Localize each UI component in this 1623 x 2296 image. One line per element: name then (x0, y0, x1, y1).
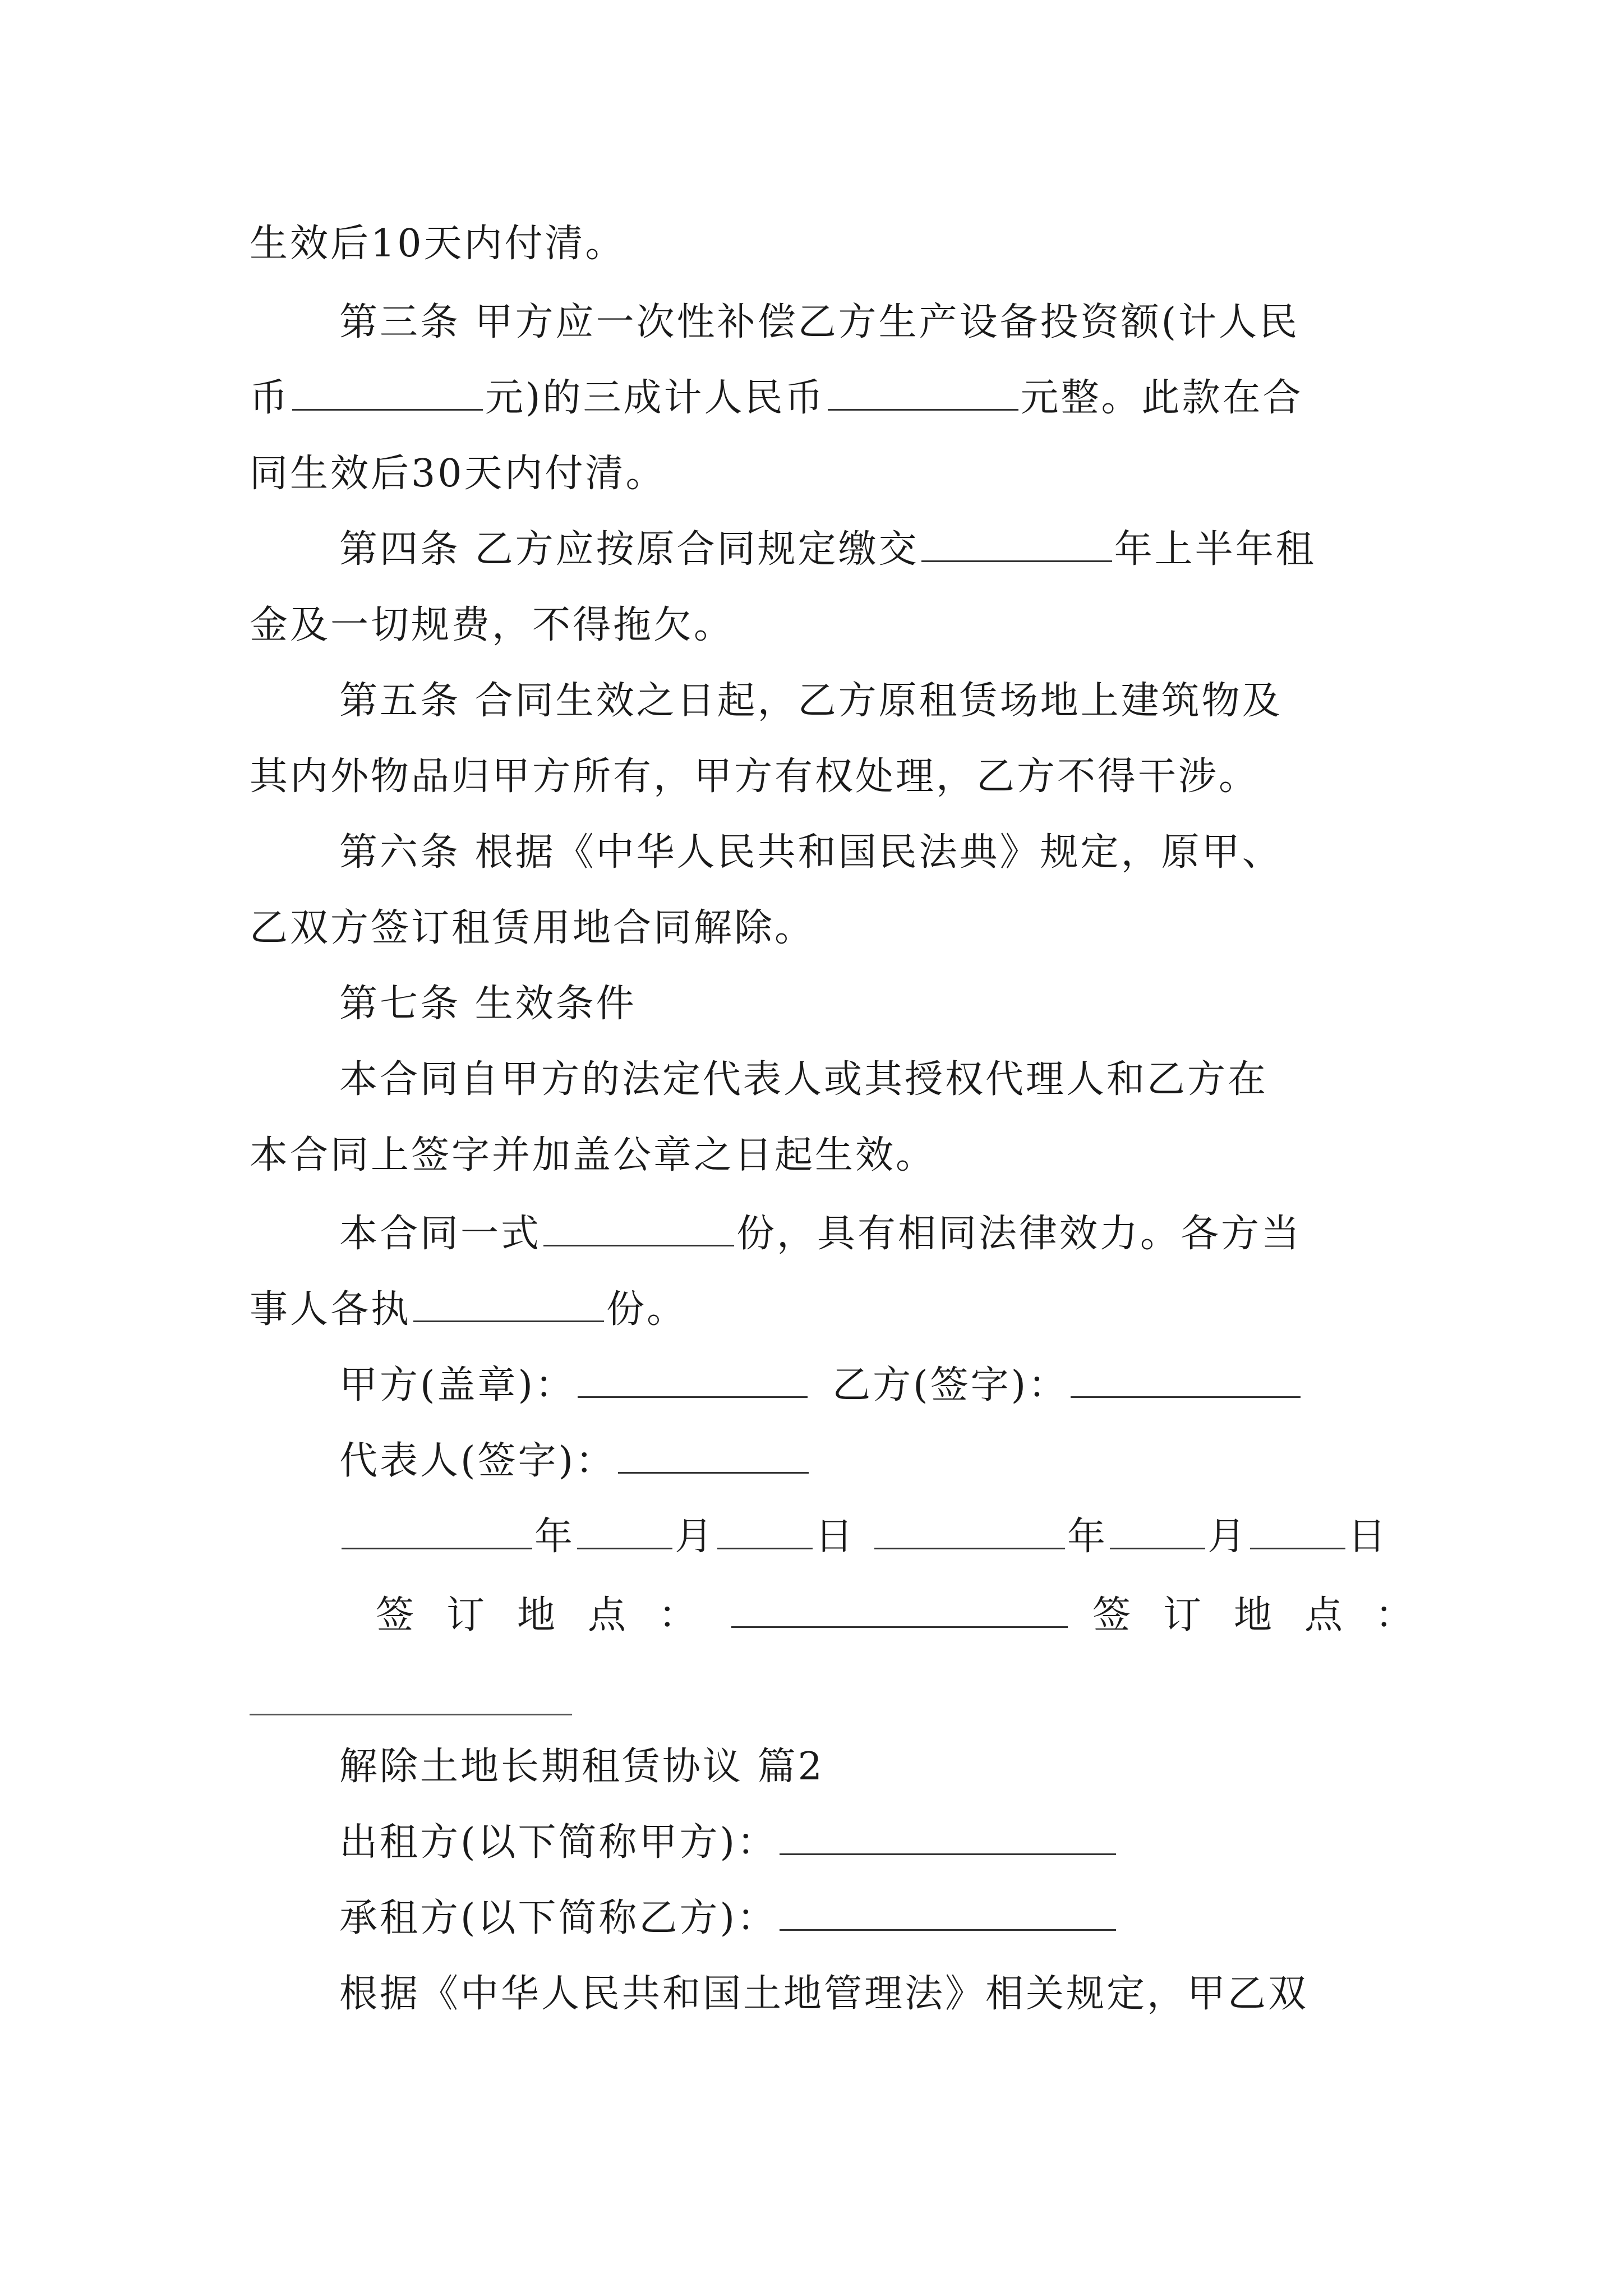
fill-blank[interactable] (413, 1286, 604, 1322)
day-label: 日 (1348, 1515, 1389, 1559)
month-label: 月 (1207, 1515, 1248, 1559)
signing-place-blank[interactable] (731, 1591, 1068, 1628)
line-text: 第六条 根据《中华人民共和国民法典》规定，原甲、 (339, 830, 1283, 875)
fill-blank[interactable] (543, 1210, 734, 1246)
line-text: 其内外物品归甲方所有，甲方有权处理，乙方不得干涉。 (250, 754, 1260, 799)
text-line (339, 1969, 1377, 2019)
party-b-sign-label: 乙方(签字)： (832, 1363, 1069, 1407)
line-text: 事人各执 (250, 1287, 412, 1332)
line-text: 第三条 甲方应一次性补偿乙方生产设备投资额(计人民 (339, 300, 1300, 344)
representative-blank[interactable] (618, 1437, 809, 1474)
signing-place-line (376, 1590, 1446, 1641)
party-a-seal-label: 甲方(盖章)： (339, 1363, 576, 1407)
month-label: 月 (675, 1515, 716, 1559)
text-line (250, 1285, 1377, 1335)
day-blank[interactable] (717, 1513, 813, 1549)
lessor-line (339, 1818, 1377, 1868)
signing-place-blank-continued[interactable] (250, 1714, 572, 1715)
clause-5 (339, 676, 1377, 726)
lessee-line (339, 1893, 1377, 1944)
text-line (250, 752, 1377, 802)
representative-line (339, 1436, 1377, 1487)
party-a-seal-blank[interactable] (578, 1361, 808, 1398)
text-line (250, 1130, 1377, 1181)
line-text: 第五条 合同生效之日起，乙方原租赁场地上建筑物及 (339, 679, 1283, 723)
line-text: 乙双方签订租赁用地合同解除。 (250, 906, 815, 950)
section-title: 解除土地长期租赁协议 篇2 (339, 1745, 824, 1789)
year-label: 年 (1067, 1515, 1108, 1559)
text-line (250, 903, 1377, 954)
year-blank[interactable] (342, 1513, 532, 1549)
clause-3 (339, 297, 1377, 348)
line-text: 份，具有相同法律效力。各方当 (736, 1212, 1302, 1256)
lessor-blank[interactable] (780, 1819, 1116, 1855)
text-line (250, 373, 1377, 424)
signature-line-parties (339, 1360, 1377, 1411)
line-text: 本合同一式 (339, 1212, 542, 1256)
text-line (339, 1209, 1377, 1259)
line-text: 金及一切规费，不得拖欠。 (250, 603, 735, 647)
clause-7-heading (339, 979, 1377, 1029)
year-label: 年 (534, 1515, 575, 1559)
text-line (250, 600, 1377, 651)
fill-blank[interactable] (292, 374, 483, 411)
line-text: 第四条 乙方应按原合同规定缴交 (339, 527, 919, 572)
fill-blank[interactable] (828, 374, 1018, 411)
line-text: 本合同自甲方的法定代表人或其授权代理人和乙方在 (339, 1057, 1269, 1102)
line-text: 元)的三成计人民币 (485, 376, 826, 420)
text-line (250, 449, 1377, 499)
year-blank[interactable] (874, 1513, 1065, 1549)
lessee-blank[interactable] (780, 1894, 1116, 1931)
line-text: 份。 (606, 1287, 688, 1332)
signing-place-label: 签订地点： (376, 1593, 730, 1637)
line-text: 元整。此款在合 (1020, 376, 1303, 420)
line-text: 币 (250, 376, 291, 420)
lessee-label: 承租方(以下简称乙方)： (339, 1896, 778, 1940)
lessor-label: 出租方(以下简称甲方)： (339, 1820, 778, 1865)
party-b-sign-blank[interactable] (1071, 1361, 1301, 1398)
month-blank[interactable] (1110, 1513, 1205, 1549)
line-text: 同生效后30天内付清。 (250, 452, 666, 496)
line-text: 年上半年租 (1114, 527, 1316, 572)
text-line (250, 219, 1377, 269)
line-text: 根据《中华人民共和国土地管理法》相关规定，甲乙双 (339, 1972, 1309, 2016)
month-blank[interactable] (577, 1513, 672, 1549)
clause-4 (339, 524, 1377, 575)
day-label: 日 (815, 1515, 856, 1559)
representative-label: 代表人(签字)： (339, 1439, 616, 1483)
section-heading (339, 1742, 1377, 1792)
signing-place-label: 签订地点： (1092, 1593, 1446, 1637)
line-text: 本合同上签字并加盖公章之日起生效。 (250, 1133, 937, 1177)
line-text: 生效后10天内付清。 (250, 222, 626, 266)
text-line (339, 1055, 1377, 1105)
fill-blank[interactable] (921, 526, 1112, 562)
date-line (339, 1512, 1389, 1562)
line-text: 第七条 生效条件 (339, 982, 637, 1026)
clause-6 (339, 827, 1377, 878)
day-blank[interactable] (1250, 1513, 1345, 1549)
